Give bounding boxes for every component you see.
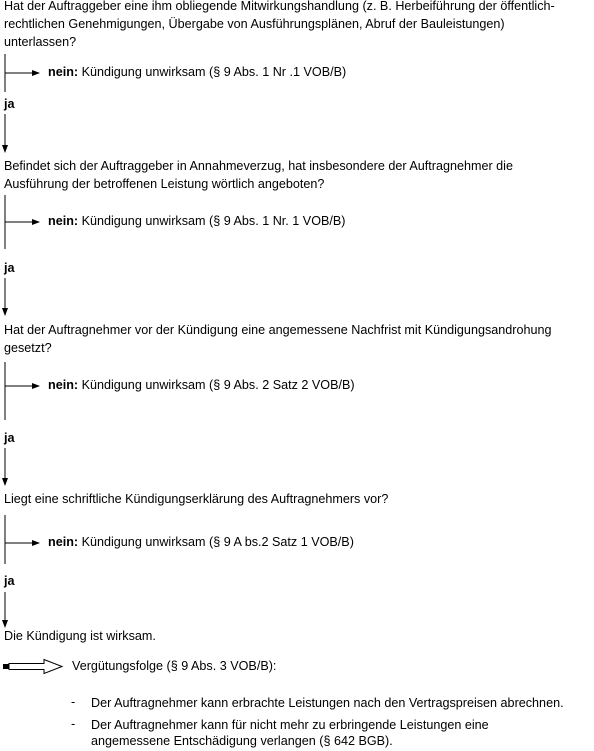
yes-label-1: ja [4, 97, 15, 111]
question-3 [4, 321, 551, 357]
question-line: Befindet sich der Auftraggeber in Annahmeverzug, hat insbesondere der Auftragnehmer die [4, 159, 513, 173]
no-outcome-3 [48, 378, 355, 392]
bullet-line: angemessene Entschädigung verlangen (§ 642 BGB). [91, 734, 393, 748]
question-line: rechtlichen Genehmigungen, Übergabe von Ausführungsplänen, Abruf der Bauleistungen) [4, 17, 505, 31]
no-label: nein: [48, 65, 79, 79]
question-2 [4, 157, 513, 193]
question-line: Hat der Auftragnehmer vor der Kündigung eine angemessene Nachfrist mit Kündigungsandrohung [4, 323, 552, 337]
question-line: Ausführung der betroffenen Leistung wörtlich angeboten? [4, 177, 325, 191]
question-1 [4, 0, 555, 51]
bullet-dash: - [71, 695, 76, 709]
question-line: Hat der Auftraggeber eine ihm obliegende Mitwirkungshandlung (z. B. Herbeiführung der öffentlich- [4, 0, 555, 13]
no-text: Kündigung unwirksam (§ 9 Abs. 1 Nr. 1 VOB/B) [78, 214, 346, 228]
question-line: gesetzt? [4, 341, 52, 355]
no-label: nein: [48, 214, 79, 228]
no-text: Kündigung unwirksam (§ 9 A bs.2 Satz 1 VOB/B) [78, 535, 354, 549]
no-text: Kündigung unwirksam (§ 9 Abs. 2 Satz 2 VOB/B) [78, 378, 355, 392]
bullet-item-2 [71, 717, 591, 751]
bullet-dash: - [71, 717, 76, 731]
yes-label-2: ja [4, 261, 15, 275]
question-line: unterlassen? [4, 35, 77, 49]
yes-label-3: ja [4, 431, 15, 445]
bullet-line: Der Auftragnehmer kann für nicht mehr zu erbringende Leistungen eine [91, 718, 489, 732]
bullet-line: Der Auftragnehmer kann erbrachte Leistungen nach den Vertragspreisen abrechnen. [91, 696, 564, 710]
hollow-arrow-icon [3, 660, 62, 674]
consequence-title: Vergütungsfolge (§ 9 Abs. 3 VOB/B): [72, 659, 277, 673]
no-outcome-2 [48, 214, 346, 228]
no-outcome-1 [48, 65, 346, 79]
no-label: nein: [48, 535, 79, 549]
no-text: Kündigung unwirksam (§ 9 Abs. 1 Nr .1 VOB/B) [78, 65, 347, 79]
no-outcome-4 [48, 535, 354, 549]
result-text: Die Kündigung ist wirksam. [4, 629, 156, 643]
bullet-item-1 [71, 695, 591, 713]
question-line: Liegt eine schriftliche Kündigungserklärung des Auftragnehmers vor? [4, 492, 389, 506]
question-4 [4, 490, 388, 508]
yes-label-4: ja [4, 574, 15, 588]
no-label: nein: [48, 378, 79, 392]
